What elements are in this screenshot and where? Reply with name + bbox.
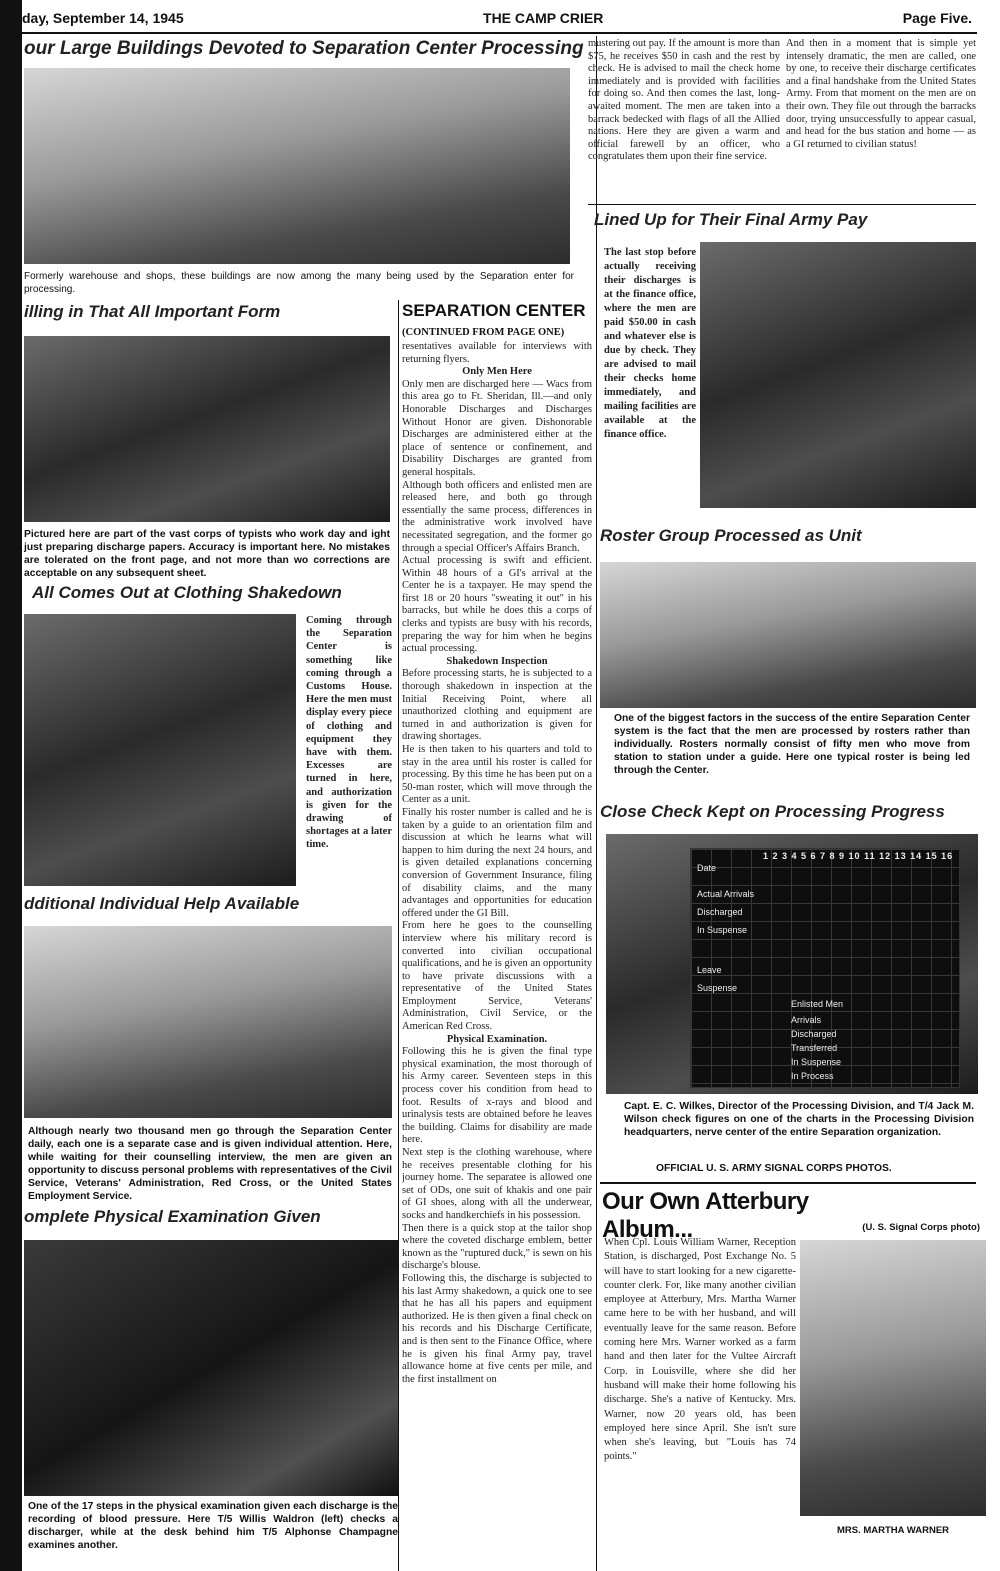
board-label: In Process [791,1071,834,1081]
board-label: Actual Arrivals [697,889,755,899]
column-rule-left [398,300,399,1571]
roster-caption: One of the biggest factors in the success of the entire Separation Center system is the fact that the men are processed by rosters rather than individually. Rosters normally consist of fifty men who move from station to station under a guide. Here one typical roster is being led through the Center. [614,713,970,776]
article-paragraph: Only men are discharged here — Wacs from this area go to Ft. Sheridan, Ill.—and only Honorable Discharges and Discharges Without Honor are given. Dishonorable Discharges are administered either at the place of sentence or confinement, and Disability Discharges are granted from general hospitals. [402,378,592,478]
masthead-rule [22,32,977,34]
roster-headline: Roster Group Processed as Unit [600,526,862,545]
board-label: Transferred [791,1043,838,1053]
board-label: Date [697,863,717,873]
shakedown-text: Coming through the Separation Center is something like coming through a Customs House. Here the men must display every piece of clothing and equipment they have with them. Excesses are turned in here, and authorization is given for the drawing of shortages at a later time. [306,615,392,851]
article-subhead: Physical Examination. [446,1033,548,1045]
board-label: Discharged [791,1029,837,1039]
progress-board [690,848,960,1088]
board-label: Arrivals [791,1015,822,1025]
article-subhead: Shakedown Inspection [446,655,548,667]
article-body [402,341,592,1569]
scan-edge [0,0,22,1571]
progress-caption: Capt. E. C. Wilkes, Director of the Processing Division, and T/4 Jack M. Wilson check figures on one of the charts in the Processing Division headquarters, nerve center of the entire Separation organization. [624,1101,974,1138]
article-paragraph: Actual processing is swift and efficient. Within 48 hours of a GI's arrival at the Center he is a taxpayer. He may spend the first 18 or 20 hours "sweating it out" in his barracks, but while he does this a corps of clerks and typists are busy with his records, preparing the way for him when he begins actual processing. [402,555,592,655]
column-rule-right [596,36,597,1571]
album-text: When Cpl. Louis William Warner, Reception Station, is discharged, Post Exchange No. 5 will have to start looking for a new cigarette-counter clerk. For, like many another civilian employee at Atterbury, Mrs. Martha Warner came here to be with her husband, and will eventually leave for the same reason. Before coming here Mrs. Warner worked as a farm hand and then later for the Vultee Aircraft Corp. in Louisville, where she did her husband will make their home following his discharge. She's a native of Kentucky. Mrs. Warner, now 20 years old, has been employed here since April. She isn't sure when she's leaving, but "Louis has 74 points." [604,1237,796,1463]
article-title: SEPARATION CENTER [402,301,586,320]
buildings-caption: Formerly warehouse and shops, these buildings are now among the many being used by the Separation enter for processing. [24,271,574,295]
article-paragraph: From here he goes to the counselling interview where his military record is converted into civilian occupational qualifications, and he is given an opportunity to have private discussions with a representative of the United States Employment Service, Veterans' Administration, Civil Service, or the American Red Cross. [402,920,592,1033]
typists-photo [24,336,390,522]
warner-portrait-photo [800,1240,986,1516]
article-paragraph: Finally his roster number is called and he is taken by a guide to an orientation film and discussion at which he learns what will happen to him during the next 24 hours, and is given detailed explanations concerning conversion of Government Insurance, filing of disability claims, and the many advantages and opportunities for education offered under the GI Bill. [402,806,592,919]
article-paragraph: He is then taken to his quarters and told to stay in the area until his roster is called for processing. By this time he has been put on a 50-man roster, which will move through the Center as a unit. [402,744,592,806]
article-paragraph: Although both officers and enlisted men are released here, and both go through essentially the same process, differences in the administrative work involved have necessitated segregation, and the former go through a special Officer's Affairs Branch. [402,479,592,554]
article-subhead: Only Men Here [462,366,532,378]
roster-photo [600,562,976,708]
pay-continuation-left: mustering out pay. If the amount is more than $75, he receives $50 in cash and the rest by check. He is advised to mail the check home immediately and is provided with facilities for doing so. And then comes the last, long-awaited moment. The men are taken into a barrack bedecked with flags of all the Allied nations. Here they are given a warm and official farewell by an officer, who congratulates them upon their fine service. [588,38,780,163]
article-paragraph: Then there is a quick stop at the tailor shop where the coveted discharge emblem, better known as the "ruptured duck," is sewn on his discharge's blouse. [402,1222,592,1272]
article-continued: (CONTINUED FROM PAGE ONE) [402,327,565,338]
counselling-photo [24,926,392,1118]
issue-date: day, September 14, 1945 [22,10,184,26]
help-caption: Although nearly two thousand men go through the Separation Center daily, each one is a separate case and is given individual attention. Here, while waiting for their counselling interview, the men are given an opportunity to discuss personal problems with representatives of the Civil Service, Veterans' Administration, Red Cross, or the United States Employment Service. [28,1126,392,1202]
board-label: Suspense [697,983,738,993]
shakedown-photo [24,614,296,886]
physical-caption: One of the 17 steps in the physical examination given each discharge is the recording of blood pressure. Here T/5 Willis Waldron (left) checks a discharger, while at the desk behind him T/5 Alphonse Champagne examines another. [28,1501,398,1551]
masthead [22,6,972,30]
article-paragraph: resentatives available for interviews with returning flyers. [402,341,592,365]
photo-credit: OFFICIAL U. S. ARMY SIGNAL CORPS PHOTOS. [656,1163,892,1174]
warner-caption: MRS. MARTHA WARNER [836,1525,950,1536]
board-label: Enlisted Men [791,999,844,1009]
pay-text: The last stop before actually receiving their discharges is at the finance office, where the men are paid $50.00 in cash and whatever else is due by check. They are advised to mail their checks home immediately, and mailing facilities are available at the finance office. [604,247,696,440]
buildings-headline: our Large Buildings Devoted to Separation Center Processing [24,38,584,59]
album-photo-credit: (U. S. Signal Corps photo) [862,1222,980,1233]
album-headline: Our Own Atterbury Album... [602,1188,809,1243]
article-paragraph: Before processing starts, he is subjected to a thorough shakedown in inspection at the Initial Receiving Point, where all unauthorized clothing and equipment are turned in and authorization is given for drawing shortages. [402,668,592,743]
form-headline: illing in That All Important Form [24,302,281,321]
pay-headline: Lined Up for Their Final Army Pay [594,210,868,229]
page-number: Page Five. [902,10,972,26]
help-headline: dditional Individual Help Available [24,894,300,913]
section-rule [600,1182,976,1184]
board-label: In Suspense [697,925,748,935]
physical-exam-photo [24,1240,398,1496]
board-label: In Suspense [791,1057,842,1067]
buildings-photo [24,68,570,264]
article-paragraph: Next step is the clothing warehouse, where he receives presentable clothing for his journey home. The separatee is allowed one set of ODs, one suit of khakis and one pair of GI shoes, along with all the underwear, socks and handkerchiefs in his possession. [402,1147,592,1221]
board-label: Leave [697,965,722,975]
physical-headline: omplete Physical Examination Given [24,1207,321,1226]
paper-name: THE CAMP CRIER [483,10,604,26]
article-paragraph: Following this he is given the final type physical examination, the most thorough of his Army career. Seventeen steps in this process cover his condition from head to foot. Results of x-rays and blood and urinalysis tests are obtained before he leaves the building. Claims for disability are made here. [402,1046,592,1146]
form-caption: Pictured here are part of the vast corps of typists who work day and ight just preparing discharge papers. Accuracy is important here. No mistakes are tolerated on the front page, and not more than wo corrections are acceptable on any subsequent sheet. [24,529,390,579]
shakedown-headline: All Comes Out at Clothing Shakedown [32,583,342,602]
article-paragraph: Following this, the discharge is subjected to his last Army shakedown, a quick one to see that he has all his papers and equipment authorized. He is then given a final check on his records and his Discharge Certificate, and is then sent to the Finance Office, where he is given his final Army pay, travel allowance home at five cents per mile, and the first installment on [402,1272,592,1385]
finance-office-photo [700,242,976,508]
section-rule [588,204,976,205]
pay-continuation-right: And then in a moment that is simple yet intensely dramatic, the men are called, one by one, to receive their discharge certificates and a final handshake from the United States Army. From that moment on the men are on their own. They file out through the barracks door, trying unsuccessfully to appear casual, and head for the bus station and home — as a GI returned to civilian status! [786,38,976,150]
board-label: Discharged [697,907,743,917]
progress-headline: Close Check Kept on Processing Progress [600,802,945,821]
board-day-numbers: 1 2 3 4 5 6 7 8 9 10 11 12 13 14 15 16 [763,851,954,861]
